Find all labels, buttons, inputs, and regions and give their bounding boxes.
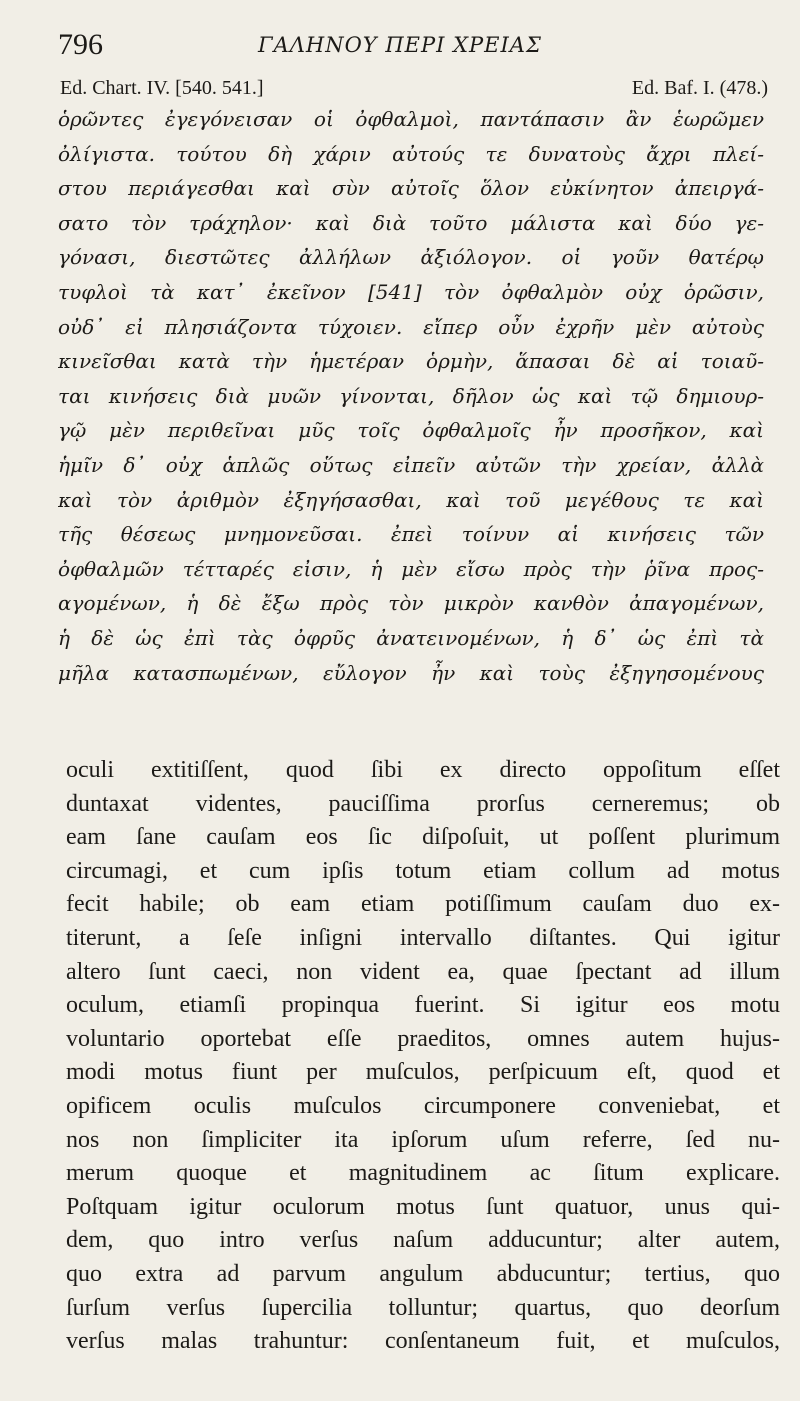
greek-text — [58, 102, 764, 690]
latin-line: eam ſane cauſam eos ſic diſpoſuit, ut poſſent plurimum — [66, 824, 780, 851]
greek-line: τυφλοὶ τὰ κατ᾽ ἐκεῖνον [541] τὸν ὀφθαλμὸν οὐχ ὁρῶσιν, — [58, 279, 764, 304]
latin-line: duntaxat videntes, pauciſſima prorſus cerneremus; ob — [66, 790, 780, 817]
latin-line: voluntario oportebat eſſe praeditos, omnes autem hujus- — [66, 1025, 780, 1052]
latin-text — [66, 754, 780, 1359]
edition-basel: Ed. Baf. I. (478.) — [631, 77, 768, 99]
greek-line: στου περιάγεσθαι καὶ σὺν αὐτοῖς ὅλον εὐκίνητον ἀπειργά- — [58, 176, 764, 201]
latin-line: oculi extitiſſent, quod ſibi ex directo oppoſitum eſſet — [66, 757, 780, 783]
latin-line: modi motus fiunt per muſculos, perſpicuum eſt, quod et — [66, 1059, 780, 1086]
edition-references — [60, 76, 768, 100]
greek-line: γῷ μὲν περιθεῖναι μῦς τοῖς ὀφθαλμοῖς ἦν προσῆκον, καὶ — [58, 418, 764, 443]
greek-line: γόνασι, διεστῶτες ἀλλήλων ἀξιόλογον. οἱ γοῦν θατέρῳ — [58, 245, 764, 270]
greek-line: τῆς θέσεως μνημονεῦσαι. ἐπεὶ τοίνυν αἱ κινήσεις τῶν — [58, 522, 764, 547]
greek-line: μῆλα κατασπωμένων, εὔλογον ἦν καὶ τοὺς ἐξηγησομένους — [58, 660, 764, 685]
greek-line: ὀφθαλμῶν τέτταρές εἰσιν, ἡ μὲν εἴσω πρὸς τὴν ῥῖνα προς- — [58, 556, 764, 581]
latin-line: verſus malas trahuntur: conſentaneum fuit, et muſculos, — [66, 1328, 780, 1355]
latin-line: opificem oculis muſculos circumponere conveniebat, et — [66, 1092, 780, 1119]
greek-line: ται κινήσεις διὰ μυῶν γίνονται, δῆλον ὡς καὶ τῷ δημιουρ- — [58, 383, 764, 408]
greek-line: αγομένων, ἡ δὲ ἔξω πρὸς τὸν μικρὸν κανθὸν ἀπαγομένων, — [58, 591, 764, 616]
running-title: ΓΑΛΗΝΟΥ ΠΕΡΙ ΧΡΕΙΑΣ — [258, 33, 542, 57]
latin-line: titerunt, a ſeſe inſigni intervallo diſtantes. Qui igitur — [66, 924, 780, 951]
latin-line: Poſtquam igitur oculorum motus ſunt quatuor, unus qui- — [66, 1193, 780, 1220]
greek-line: ἡμῖν δ᾽ οὐχ ἁπλῶς οὕτως εἰπεῖν αὐτῶν τὴν χρείαν, ἀλλὰ — [58, 452, 764, 477]
latin-line: circumagi, et cum ipſis totum etiam collum ad motus — [66, 857, 780, 884]
latin-line: nos non ſimpliciter ita ipſorum uſum referre, ſed nu- — [66, 1126, 780, 1153]
latin-line: quo extra ad parvum angulum abducuntur; tertius, quo — [66, 1260, 780, 1287]
edition-chartier: Ed. Chart. IV. [540. 541.] — [60, 77, 264, 99]
latin-line: ſurſum verſus ſupercilia tolluntur; quartus, quo deorſum — [66, 1294, 780, 1321]
latin-line: altero ſunt caeci, non vident ea, quae ſpectant ad illum — [66, 958, 780, 985]
page-number: 796 — [58, 28, 103, 61]
latin-line: merum quoque et magnitudinem ac ſitum explicare. — [66, 1160, 780, 1187]
latin-line: oculum, etiamſi propinqua fuerint. Si igitur eos motu — [66, 992, 780, 1019]
latin-line: fecit habile; ob eam etiam potiſſimum cauſam duo ex- — [66, 891, 780, 918]
greek-line: ὁρῶντες ἐγεγόνεισαν οἱ ὀφθαλμοὶ, παντάπασιν ἂν ἑωρῶμεν — [58, 107, 764, 131]
greek-line: ὀλίγιστα. τούτου δὴ χάριν αὐτούς τε δυνατοὺς ἄχρι πλεί- — [58, 141, 764, 166]
greek-line: κινεῖσθαι κατὰ τὴν ἡμετέραν ὁρμὴν, ἅπασαι δὲ αἱ τοιαῦ- — [58, 349, 764, 374]
greek-line: οὐδ᾽ εἰ πλησιάζοντα τύχοιεν. εἴπερ οὖν ἐχρῆν μὲν αὐτοὺς — [58, 314, 764, 339]
greek-line: σατο τὸν τράχηλον· καὶ διὰ τοῦτο μάλιστα καὶ δύο γε- — [58, 210, 764, 235]
running-head — [58, 28, 760, 64]
greek-line: καὶ τὸν ἀριθμὸν ἐξηγήσασθαι, καὶ τοῦ μεγέθους τε καὶ — [58, 487, 764, 512]
show-through-text — [360, 722, 790, 748]
greek-line: ἡ δὲ ὡς ἐπὶ τὰς ὀφρῦς ἀνατεινομένων, ἡ δ᾽ ὡς ἐπὶ τὰ — [58, 625, 764, 650]
latin-line: dem, quo intro verſus naſum adducuntur; alter autem, — [66, 1227, 780, 1254]
